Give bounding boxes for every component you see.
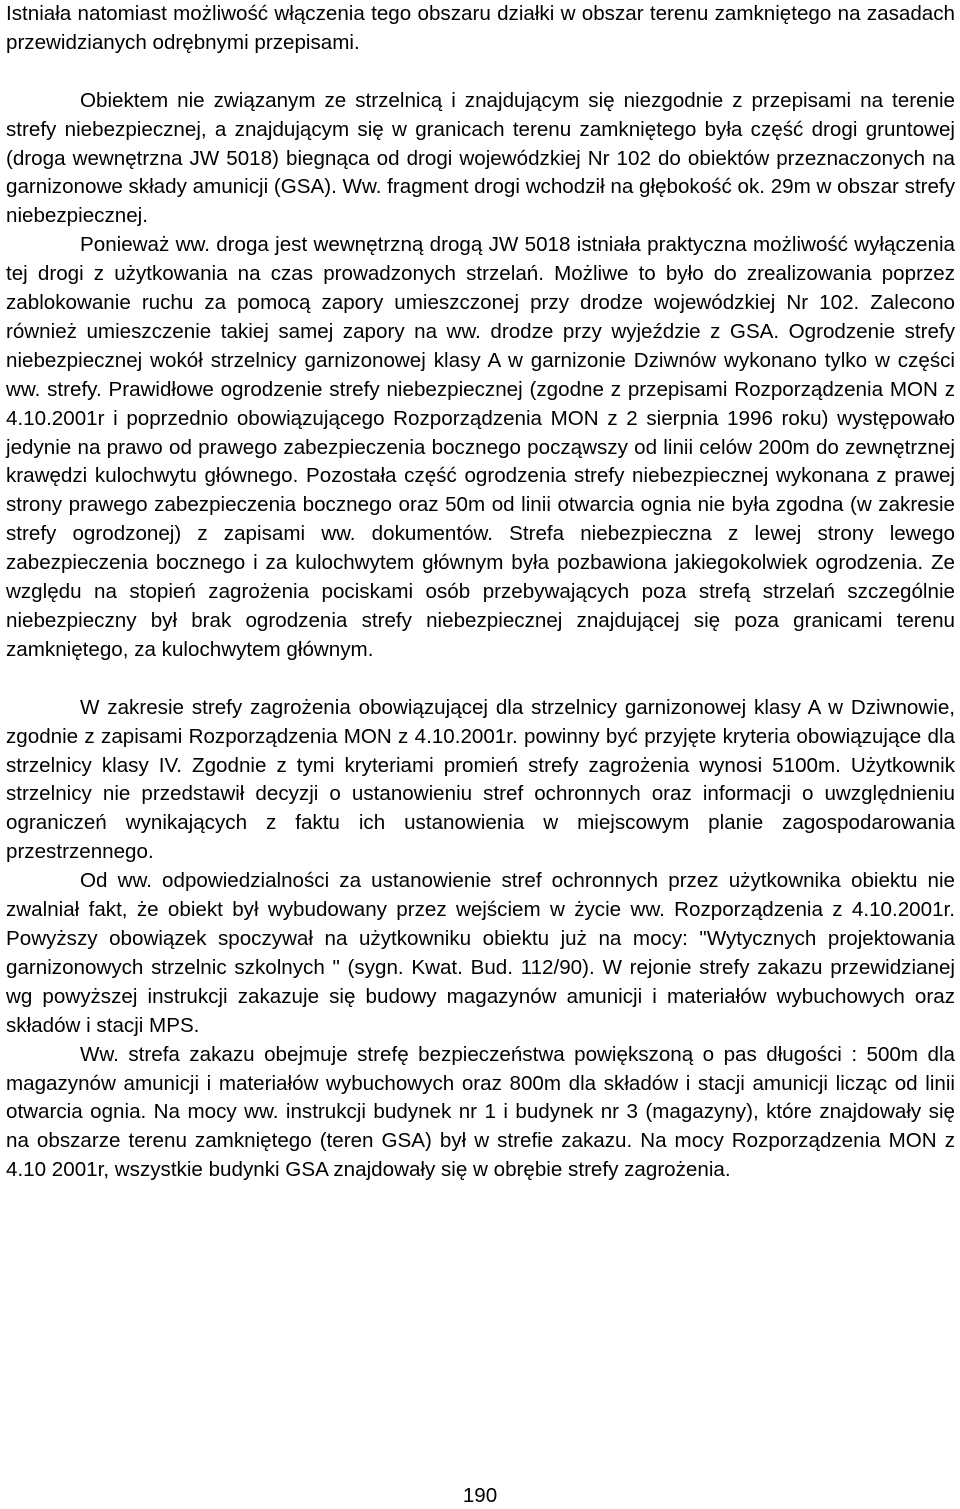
paragraph-spacer xyxy=(6,58,955,87)
document-page xyxy=(6,0,955,1185)
paragraph-1: Istniała natomiast możliwość włączenia tego obszaru działki w obszar terenu zamkniętego na zasadach przewidzianych odrębnymi przepisami. xyxy=(6,2,955,54)
page-number: 190 xyxy=(462,1484,498,1507)
paragraph-spacer xyxy=(6,665,955,694)
paragraph-6: Ww. strefa zakazu obejmuje strefę bezpieczeństwa powiększoną o pas długości : 500m dla magazynów amunicji i materiałów wybuchowych oraz 800m dla składów i stacji amunicji licząc od linii otwarcia ognia. Na mocy ww. instrukcji budynek nr 1 i budynek nr 3 (magazyny), które znajdowały się na obszarze terenu zamkniętego (teren GSA) był w strefie zakazu. Na mocy Rozporządzenia MON z 4.10 2001r, wszystkie budynki GSA znajdowały się w obrębie strefy zagrożenia. xyxy=(6,1042,955,1182)
paragraph-4: W zakresie strefy zagrożenia obowiązującej dla strzelnicy garnizonowej klasy A w Dziwnowie, zgodnie z zapisami Rozporządzenia MON z 4.10.2001r. powinny być przyjęte kryteria obowiązujące dla strzelnicy klasy IV. Zgodnie z tymi kryteriami promień strefy zagrożenia wynosi 5100m. Użytkownik strzelnicy nie przedstawił decyzji o ustanowieniu stref ochronnych oraz informacji o uwzględnieniu ograniczeń wynikających z faktu ich ustanowienia w miejscowym planie zagospodarowania przestrzennego. xyxy=(6,695,955,864)
paragraph-5: Od ww. odpowiedzialności za ustanowienie stref ochronnych przez użytkownika obiektu nie zwalniał fakt, że obiekt był wybudowany przez wejściem w życie ww. Rozporządzenia z 4.10.2001r. Powyższy obowiązek spoczywał na użytkowniku obiektu już na mocy: "Wytycznych projektowania garnizonowych strzelnic szkolnych " (sygn. Kwat. Bud. 112/90). W rejonie strefy zakazu przewidzianej wg powyższej instrukcji zakazuje się budowy magazynów amunicji i materiałów wybuchowych oraz składów i stacji MPS. xyxy=(6,869,955,1037)
paragraph-2: Obiektem nie związanym ze strzelnicą i znajdującym się niezgodnie z przepisami na terenie strefy niebezpiecznej, a znajdującym się w granicach terenu zamkniętego była część drogi gruntowej (droga wewnętrzna JW 5018) biegnąca od drogi wojewódzkiej Nr 102 do obiektów przeznaczonych na garnizonowe składy amunicji (GSA). Ww. fragment drogi wchodził na głębokość ok. 29m w obszar strefy niebezpiecznej. xyxy=(6,88,955,228)
paragraph-3: Ponieważ ww. droga jest wewnętrzną drogą JW 5018 istniała praktyczna możliwość wyłączenia tej drogi z użytkowania na czas prowadzonych strzelań. Możliwe to było do zrealizowania poprzez zablokowanie ruchu za pomocą zapory umieszczonej przy drodze wojewódzkiej Nr 102. Zalecono również umieszczenie takiej samej zapory na ww. drodze przy wyjeździe z GSA. Ogrodzenie strefy niebezpiecznej wokół strzelnicy garnizonowej klasy A w garnizonie Dziwnów wykonano tylko w części ww. strefy. Prawidłowe ogrodzenie strefy niebezpiecznej (zgodne z przepisami Rozporządzenia MON z 4.10.2001r i poprzednio obowiązującego Rozporządzenia MON z 2 sierpnia 1996 roku) występowało jedynie na prawo od prawego zabezpieczenia bocznego począwszy od linii celów 200m do zewnętrznej krawędzi kulochwytu głównego. Pozostała część ogrodzenia strefy niebezpiecznej wykonana z prawej strony prawego zabezpieczenia bocznego oraz 50m od linii otwarcia ognia nie była zgodna (w zakresie strefy ogrodzonej) z zapisami ww. dokumentów. Strefa niebezpieczna z lewej strony lewego zabezpieczenia bocznego i za kulochwytem głównym była pozbawiona jakiegokolwiek ogrodzenia. Ze względu na stopień zagrożenia pociskami osób przebywających poza strefą strzelań szczególnie niebezpieczny był brak ogrodzenia strefy niebezpiecznej znajdującej się poza granicami terenu zamkniętego, za kulochwytem głównym. xyxy=(6,233,955,661)
